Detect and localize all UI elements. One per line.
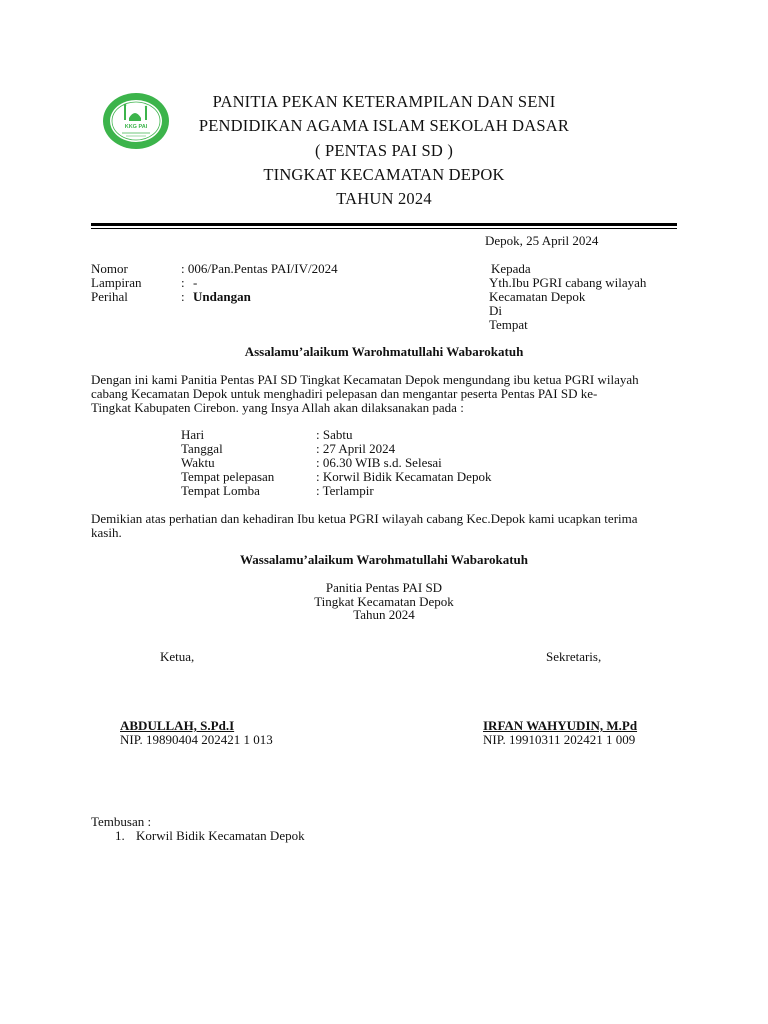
logo-center-text: KKG PAI bbox=[124, 124, 148, 130]
schedule-value: : Terlampir bbox=[316, 483, 374, 498]
nomor-label: Nomor bbox=[91, 261, 128, 276]
schedule-label: Hari bbox=[181, 427, 205, 442]
schedule-value: : Sabtu bbox=[316, 427, 353, 442]
closing-greeting: Wassalamu’alaikum Warohmatullahi Wabarokatuh bbox=[239, 552, 528, 567]
schedule-label: Waktu bbox=[181, 455, 215, 470]
body-p1-line-2: cabang Kecamatan Depok untuk menghadiri pelepasan dan mengantar peserta Pentas PAI SD ke- bbox=[91, 386, 598, 401]
ketua-name: ABDULLAH, S.Pd.I bbox=[120, 718, 235, 733]
lampiran-value: - bbox=[193, 275, 198, 290]
schedule-label: Tempat pelepasan bbox=[181, 469, 275, 484]
sekretaris-name: IRFAN WAHYUDIN, M.Pd bbox=[483, 718, 638, 733]
header-rule-thick bbox=[91, 223, 677, 226]
signoff-line-2: Tingkat Kecamatan Depok bbox=[314, 594, 454, 609]
perihal-sep: : bbox=[181, 289, 185, 304]
sekretaris-nip: NIP. 19910311 202421 1 009 bbox=[483, 732, 636, 747]
header-line-5: TAHUN 2024 bbox=[336, 189, 432, 208]
recipient-line-1: Kepada bbox=[491, 261, 531, 276]
header-line-2: PENDIDIKAN AGAMA ISLAM SEKOLAH DASAR bbox=[198, 116, 570, 135]
recipient-line-4: Di bbox=[489, 303, 502, 318]
letter-date: Depok, 25 April 2024 bbox=[485, 233, 599, 248]
greeting: Assalamu’alaikum Warohmatullahi Wabarokatuh bbox=[244, 344, 524, 359]
body-p1-line-1: Dengan ini kami Panitia Pentas PAI SD Tingkat Kecamatan Depok mengundang ibu ketua PGRI wilayah bbox=[91, 372, 639, 387]
ketua-role: Ketua, bbox=[160, 649, 195, 664]
header-line-1: PANITIA PEKAN KETERAMPILAN DAN SENI bbox=[212, 92, 556, 111]
header-rule-thin bbox=[91, 228, 677, 229]
schedule-label: Tempat Lomba bbox=[181, 483, 260, 498]
header-line-4: TINGKAT KECAMATAN DEPOK bbox=[263, 165, 505, 184]
signoff-line-3: Tahun 2024 bbox=[353, 607, 415, 622]
schedule-value: : Korwil Bidik Kecamatan Depok bbox=[316, 469, 492, 484]
body-p2-line-1: Demikian atas perhatian dan kehadiran Ibu ketua PGRI wilayah cabang Kec.Depok kami ucapkan terima bbox=[91, 511, 638, 526]
schedule-value: : 06.30 WIB s.d. Selesai bbox=[316, 455, 442, 470]
ketua-nip: NIP. 19890404 202421 1 013 bbox=[120, 732, 273, 747]
lampiran-sep: : bbox=[181, 275, 185, 290]
recipient-line-5: Tempat bbox=[489, 317, 528, 332]
signoff-line-1: Panitia Pentas PAI SD bbox=[325, 580, 443, 595]
tembusan-item-number: 1. bbox=[115, 828, 125, 843]
recipient-line-2: Yth.Ibu PGRI cabang wilayah bbox=[489, 275, 647, 290]
perihal-label: Perihal bbox=[91, 289, 128, 304]
schedule-value: : 27 April 2024 bbox=[316, 441, 396, 456]
body-p2-line-2: kasih. bbox=[91, 525, 122, 540]
nomor-value: : 006/Pan.Pentas PAI/IV/2024 bbox=[181, 261, 338, 276]
tembusan-label: Tembusan : bbox=[91, 814, 152, 829]
recipient-line-3: Kecamatan Depok bbox=[489, 289, 586, 304]
header-line-3: ( PENTAS PAI SD ) bbox=[314, 141, 454, 160]
lampiran-label: Lampiran bbox=[91, 275, 142, 290]
sekretaris-role: Sekretaris, bbox=[546, 649, 602, 664]
tembusan-item-text: Korwil Bidik Kecamatan Depok bbox=[136, 828, 305, 843]
schedule-label: Tanggal bbox=[181, 441, 223, 456]
perihal-value: Undangan bbox=[193, 289, 251, 304]
body-p1-line-3: Tingkat Kabupaten Cirebon. yang Insya Allah akan dilaksanakan pada : bbox=[91, 400, 464, 415]
